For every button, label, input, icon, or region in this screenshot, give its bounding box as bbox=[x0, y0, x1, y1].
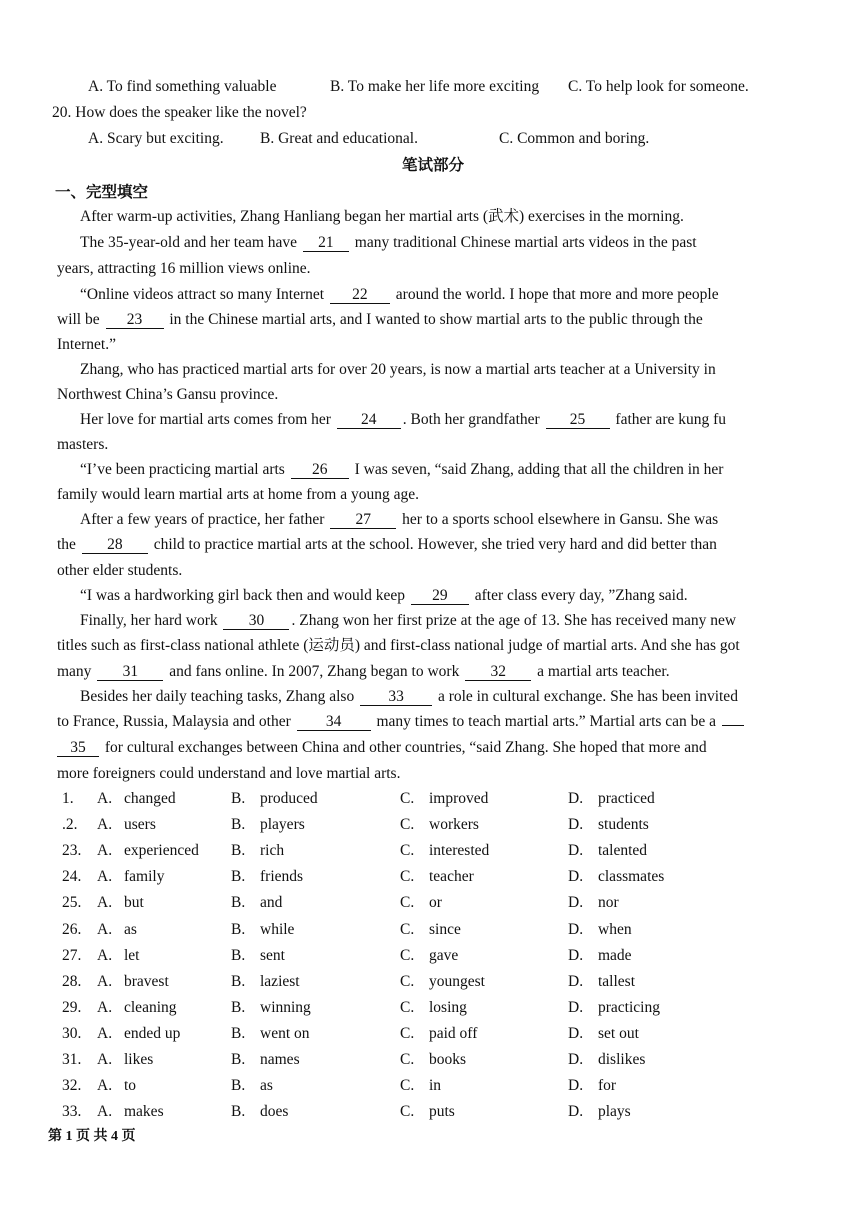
option-b: names bbox=[260, 1051, 300, 1068]
passage-line: family would learn martial arts at home from a young age. bbox=[57, 486, 419, 503]
option-d: tallest bbox=[598, 972, 636, 990]
blank-21: 21 bbox=[303, 234, 349, 252]
q20-option-a: A. Scary but exciting. bbox=[88, 130, 224, 147]
option-letter-c: C. bbox=[400, 1103, 415, 1121]
option-letter-c: C. bbox=[400, 1024, 415, 1042]
option-d: set out bbox=[598, 1024, 639, 1042]
option-letter-a: A. bbox=[97, 1103, 113, 1121]
option-a: makes bbox=[124, 1103, 164, 1121]
option-row bbox=[0, 947, 867, 969]
blank-23: 23 bbox=[106, 311, 164, 329]
option-letter-a: A. bbox=[97, 894, 113, 912]
option-letter-b: B. bbox=[231, 1024, 246, 1042]
option-c: or bbox=[429, 894, 442, 912]
option-a: changed bbox=[124, 790, 176, 807]
blank-29: 29 bbox=[411, 587, 469, 605]
option-c: interested bbox=[429, 842, 490, 860]
option-b: players bbox=[260, 816, 305, 834]
option-letter-d: D. bbox=[568, 998, 584, 1016]
option-letter-b: B. bbox=[231, 842, 246, 860]
option-a: family bbox=[124, 868, 165, 886]
option-letter-c: C. bbox=[400, 1077, 415, 1095]
blank-32: 32 bbox=[465, 663, 531, 681]
question-number: 1. bbox=[62, 790, 74, 807]
blank-34: 34 bbox=[297, 713, 371, 731]
option-letter-a: A. bbox=[97, 972, 113, 990]
option-c: youngest bbox=[429, 972, 485, 990]
option-b: produced bbox=[260, 790, 318, 807]
option-row bbox=[0, 894, 867, 916]
question-number: 23. bbox=[62, 842, 82, 860]
option-c: teacher bbox=[429, 868, 474, 886]
passage-line: will be 23 in the Chinese martial arts, and I wanted to show martial arts to the public through the bbox=[57, 311, 703, 328]
passage-line: more foreigners could understand and love martial arts. bbox=[57, 765, 401, 782]
passage-line: After a few years of practice, her father 27 her to a sports school elsewhere in Gansu. She was bbox=[80, 511, 719, 528]
passage-line: Zhang, who has practiced martial arts for over 20 years, is now a martial arts teacher at a University in bbox=[80, 361, 716, 378]
passage-line: “I was a hardworking girl back then and would keep 29 after class every day, ”Zhang said. bbox=[80, 587, 688, 604]
option-a: as bbox=[124, 920, 137, 938]
option-c: books bbox=[429, 1051, 467, 1068]
option-d: for bbox=[598, 1077, 617, 1095]
option-letter-b: B. bbox=[231, 868, 246, 886]
blank-26: 26 bbox=[291, 461, 349, 479]
option-b: does bbox=[260, 1103, 289, 1121]
q19-option-c: C. To help look for someone. bbox=[568, 78, 749, 95]
option-letter-d: D. bbox=[568, 816, 584, 834]
passage-line: Besides her daily teaching tasks, Zhang also 33 a role in cultural exchange. She has been invited bbox=[80, 688, 738, 705]
question-number: 29. bbox=[62, 998, 82, 1016]
blank-22: 22 bbox=[330, 286, 390, 304]
option-letter-c: C. bbox=[400, 972, 415, 990]
option-d: practicing bbox=[598, 998, 660, 1016]
option-letter-b: B. bbox=[231, 972, 246, 990]
question-number: 30. bbox=[62, 1024, 82, 1042]
option-letter-d: D. bbox=[568, 790, 584, 807]
option-letter-c: C. bbox=[400, 1051, 415, 1068]
q20-option-b: B. Great and educational. bbox=[260, 130, 418, 147]
option-c: workers bbox=[429, 816, 479, 834]
option-letter-b: B. bbox=[231, 816, 246, 834]
blank-31: 31 bbox=[97, 663, 163, 681]
question-number: 24. bbox=[62, 868, 82, 886]
option-c: in bbox=[429, 1077, 442, 1095]
option-row bbox=[0, 868, 867, 890]
option-b: sent bbox=[260, 946, 285, 964]
option-letter-c: C. bbox=[400, 946, 415, 964]
option-row bbox=[0, 1051, 867, 1073]
option-letter-a: A. bbox=[97, 1077, 113, 1095]
option-c: gave bbox=[429, 946, 459, 964]
option-letter-d: D. bbox=[568, 1103, 584, 1121]
option-letter-c: C. bbox=[400, 998, 415, 1016]
written-section-title: 笔试部分 bbox=[402, 157, 465, 174]
question-number: .2. bbox=[62, 816, 78, 834]
option-row bbox=[0, 1077, 867, 1099]
option-letter-d: D. bbox=[568, 1077, 584, 1095]
question-number: 28. bbox=[62, 972, 82, 990]
option-letter-c: C. bbox=[400, 842, 415, 860]
option-c: improved bbox=[429, 790, 489, 807]
option-row bbox=[0, 973, 867, 995]
option-a: experienced bbox=[124, 842, 199, 860]
option-d: dislikes bbox=[598, 1051, 646, 1068]
option-d: talented bbox=[598, 842, 648, 860]
passage-line: Northwest China’s Gansu province. bbox=[57, 386, 279, 403]
option-letter-c: C. bbox=[400, 816, 415, 834]
blank-35-lead bbox=[722, 725, 744, 726]
option-letter-a: A. bbox=[97, 946, 113, 964]
blank-35: 35 bbox=[57, 739, 99, 757]
option-letter-b: B. bbox=[231, 1103, 246, 1121]
passage-line: The 35-year-old and her team have 21 many traditional Chinese martial arts videos in the past bbox=[80, 234, 697, 251]
option-row bbox=[0, 842, 867, 864]
passage-line: many 31 and fans online. In 2007, Zhang began to work 32 a martial arts teacher. bbox=[57, 663, 670, 680]
option-a: likes bbox=[124, 1051, 154, 1068]
option-b: as bbox=[260, 1077, 273, 1095]
option-letter-d: D. bbox=[568, 842, 584, 860]
passage-line: Her love for martial arts comes from her 24 . Both her grandfather 25 father are kung fu bbox=[80, 411, 727, 428]
option-c: since bbox=[429, 920, 461, 938]
option-d: students bbox=[598, 816, 649, 834]
option-a: cleaning bbox=[124, 998, 177, 1016]
passage-line: After warm-up activities, Zhang Hanliang began her martial arts (武术) exercises in the morning. bbox=[80, 208, 684, 225]
option-letter-d: D. bbox=[568, 946, 584, 964]
passage-line: years, attracting 16 million views online. bbox=[57, 260, 311, 277]
option-c: puts bbox=[429, 1103, 455, 1121]
option-letter-b: B. bbox=[231, 998, 246, 1016]
option-letter-c: C. bbox=[400, 868, 415, 886]
passage-line: Finally, her hard work 30 . Zhang won her first prize at the age of 13. She has received many new bbox=[80, 612, 737, 629]
cloze-heading: 一、完型填空 bbox=[55, 184, 149, 201]
option-row bbox=[0, 790, 867, 812]
option-a: to bbox=[124, 1077, 137, 1095]
option-letter-a: A. bbox=[97, 790, 113, 807]
option-row bbox=[0, 816, 867, 838]
q19-option-a: A. To find something valuable bbox=[88, 78, 277, 95]
option-row bbox=[0, 1103, 867, 1125]
option-a: bravest bbox=[124, 972, 169, 990]
option-a: let bbox=[124, 946, 140, 964]
option-letter-d: D. bbox=[568, 894, 584, 912]
option-row bbox=[0, 999, 867, 1021]
q19-option-b: B. To make her life more exciting bbox=[330, 78, 540, 95]
option-letter-d: D. bbox=[568, 868, 584, 886]
option-d: when bbox=[598, 920, 632, 938]
option-letter-a: A. bbox=[97, 998, 113, 1016]
passage-line: the 28 child to practice martial arts at the school. However, she tried very hard and did better than bbox=[57, 536, 717, 553]
option-b: friends bbox=[260, 868, 304, 886]
question-number: 25. bbox=[62, 894, 82, 912]
option-letter-b: B. bbox=[231, 894, 246, 912]
option-d: classmates bbox=[598, 868, 665, 886]
passage-line: 35 for cultural exchanges between China and other countries, “said Zhang. She hoped that more and bbox=[57, 738, 707, 758]
option-a: users bbox=[124, 816, 156, 834]
blank-27: 27 bbox=[330, 511, 396, 529]
q20-option-c: C. Common and boring. bbox=[499, 130, 650, 147]
option-a: ended up bbox=[124, 1024, 181, 1042]
option-a: but bbox=[124, 894, 144, 912]
passage-line: other elder students. bbox=[57, 562, 183, 579]
option-letter-d: D. bbox=[568, 972, 584, 990]
question-number: 33. bbox=[62, 1103, 82, 1121]
q20-question: 20. How does the speaker like the novel? bbox=[52, 104, 307, 121]
option-b: and bbox=[260, 894, 283, 912]
passage-line: to France, Russia, Malaysia and other 34 many times to teach martial arts.” Martial arts can be a bbox=[57, 712, 746, 732]
option-letter-d: D. bbox=[568, 920, 584, 938]
option-b: went on bbox=[260, 1024, 310, 1042]
option-letter-c: C. bbox=[400, 894, 415, 912]
option-letter-b: B. bbox=[231, 1077, 246, 1095]
option-letter-a: A. bbox=[97, 1024, 113, 1042]
option-letter-a: A. bbox=[97, 868, 113, 886]
option-b: rich bbox=[260, 842, 285, 860]
passage-line: Internet.” bbox=[57, 336, 116, 353]
option-row bbox=[0, 921, 867, 943]
option-letter-b: B. bbox=[231, 920, 246, 938]
option-letter-a: A. bbox=[97, 920, 113, 938]
passage-line: “I’ve been practicing martial arts 26 I was seven, “said Zhang, adding that all the children in her bbox=[80, 461, 724, 478]
option-c: paid off bbox=[429, 1024, 478, 1042]
blank-25: 25 bbox=[546, 411, 610, 429]
option-letter-d: D. bbox=[568, 1051, 584, 1068]
page-footer: 第 1 页 共 4 页 bbox=[48, 1129, 136, 1144]
blank-24: 24 bbox=[337, 411, 401, 429]
option-letter-a: A. bbox=[97, 842, 113, 860]
question-number: 32. bbox=[62, 1077, 82, 1095]
blank-30: 30 bbox=[223, 612, 289, 630]
option-letter-c: C. bbox=[400, 790, 415, 807]
option-b: winning bbox=[260, 998, 311, 1016]
option-letter-a: A. bbox=[97, 816, 113, 834]
option-row bbox=[0, 1025, 867, 1047]
option-letter-b: B. bbox=[231, 790, 246, 807]
option-c: losing bbox=[429, 998, 467, 1016]
option-d: nor bbox=[598, 894, 619, 912]
option-letter-c: C. bbox=[400, 920, 415, 938]
option-d: plays bbox=[598, 1103, 631, 1121]
question-number: 31. bbox=[62, 1051, 82, 1068]
option-letter-b: B. bbox=[231, 946, 246, 964]
passage-line: “Online videos attract so many Internet 22 around the world. I hope that more and more people bbox=[80, 286, 719, 303]
blank-28: 28 bbox=[82, 536, 148, 554]
question-number: 27. bbox=[62, 946, 82, 964]
option-letter-d: D. bbox=[568, 1024, 584, 1042]
option-b: laziest bbox=[260, 972, 300, 990]
option-d: practiced bbox=[598, 790, 655, 807]
passage-line: masters. bbox=[57, 436, 109, 453]
option-letter-a: A. bbox=[97, 1051, 113, 1068]
passage-line: titles such as first-class national athlete (运动员) and first-class national judge of martial arts. And she has got bbox=[57, 637, 740, 654]
option-letter-b: B. bbox=[231, 1051, 246, 1068]
option-b: while bbox=[260, 920, 295, 938]
option-d: made bbox=[598, 946, 632, 964]
question-number: 26. bbox=[62, 920, 82, 938]
blank-33: 33 bbox=[360, 688, 432, 706]
